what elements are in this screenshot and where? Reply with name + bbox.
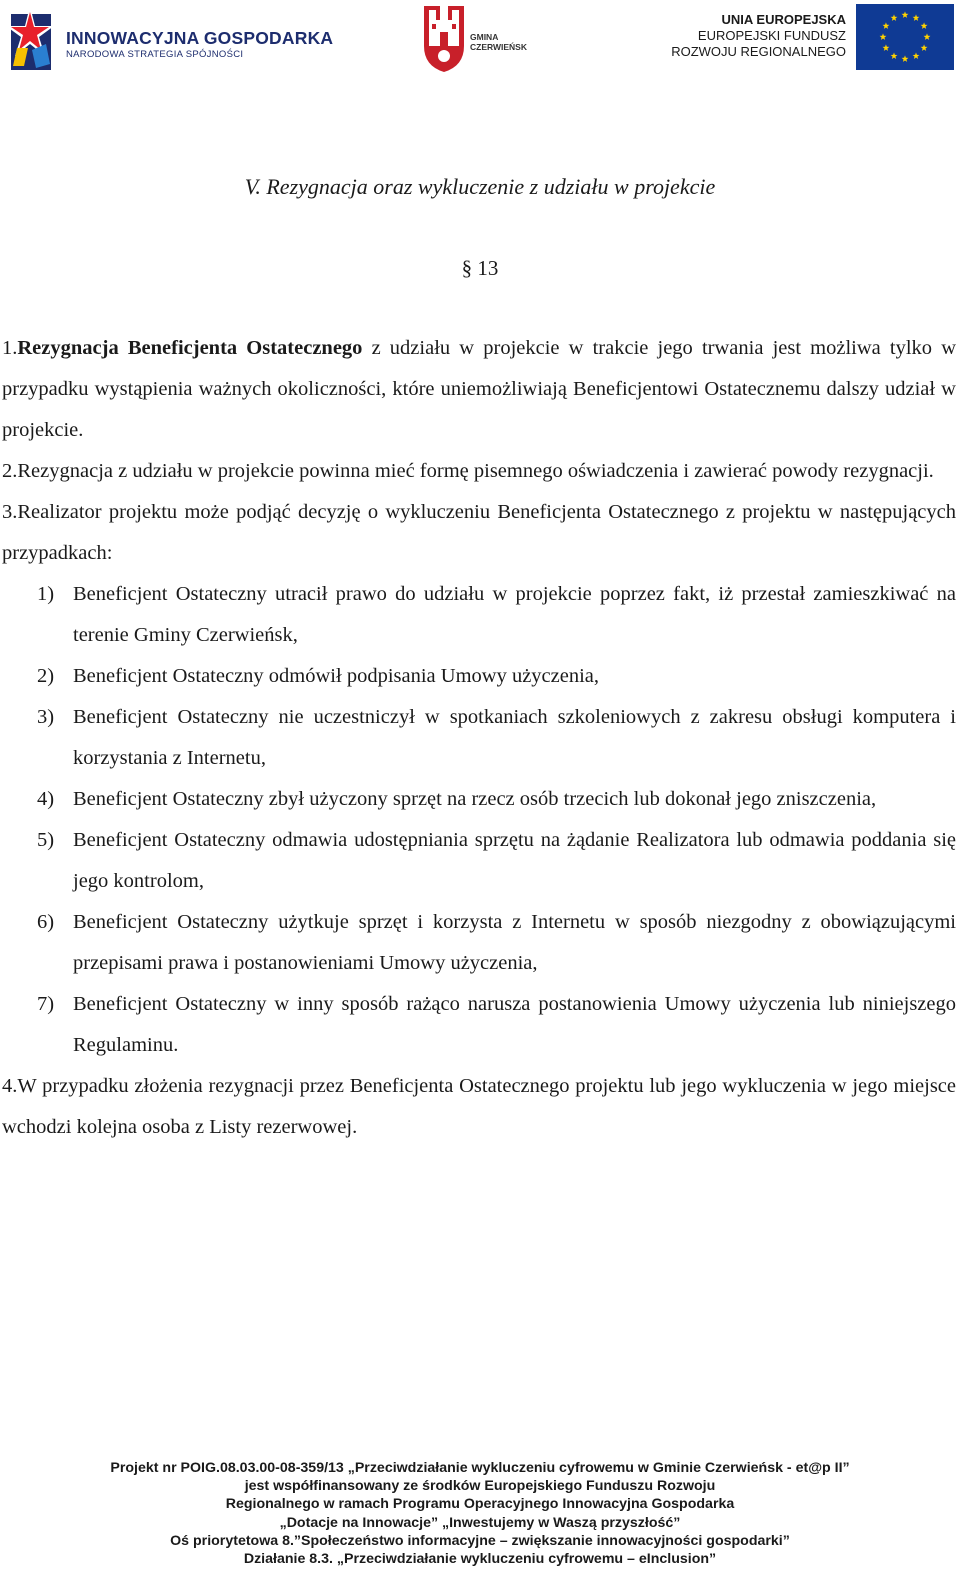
footer-line: jest współfinansowany ze środków Europejskiego Funduszu Rozwoju <box>244 1478 716 1495</box>
list-item-text: Beneficjent Ostateczny nie uczestniczył w spotkaniach szkoleniowych z zakresu obsługi komputera i korzystania z Internetu, <box>73 706 956 769</box>
list-item-text: Beneficjent Ostateczny zbył użyczony sprzęt na rzecz osób trzecich lub dokonał jego zniszczenia, <box>73 788 877 810</box>
list-item-text: Beneficjent Ostateczny w inny sposób rażąco narusza postanowienia Umowy użyczenia lub niniejszego Regulaminu. <box>73 993 956 1056</box>
list-item-number: 5) <box>37 829 55 851</box>
crest-label-line2: CZERWIEŃSK <box>470 42 527 52</box>
point-4-number: 4. <box>2 1075 18 1097</box>
project-footer <box>0 1459 960 1568</box>
footer-line: Oś priorytetowa 8.”Społeczeństwo informacyjne – zwiększanie innowacyjności gospodarki” <box>170 1532 790 1549</box>
point-1-bold: Rezygnacja Beneficjenta Ostatecznego <box>17 337 363 359</box>
list-item-number: 4) <box>37 788 55 810</box>
eu-line3: ROZWOJU REGIONALNEGO <box>671 44 846 59</box>
list-item <box>2 902 956 984</box>
eu-fund-text <box>671 12 846 60</box>
point-1-number: 1. <box>2 337 18 359</box>
logo-title: INNOWACYJNA GOSPODARKA <box>66 28 334 48</box>
list-item-text: Beneficjent Ostateczny utracił prawo do udziału w projekcie poprzez fakt, iż przestał zamieszkiwać na terenie Gminy Czerwieńsk, <box>73 583 956 646</box>
paragraph-mark: § 13 <box>461 256 499 280</box>
point-1 <box>2 328 956 451</box>
innowacyjna-gospodarka-logo <box>8 4 334 74</box>
innovation-star-icon <box>8 4 64 74</box>
crest-castle-icon <box>420 2 468 74</box>
list-item <box>2 574 956 656</box>
point-2-text: Rezygnacja z udziału w projekcie powinna mieć formę pisemnego oświadczenia i zawierać powody rezygnacji. <box>17 460 934 482</box>
point-4 <box>2 1066 956 1148</box>
point-3-text: Realizator projektu może podjąć decyzję o wykluczeniu Beneficjenta Ostatecznego z projektu w następujących przypadkach: <box>2 501 956 564</box>
list-item-number: 3) <box>37 706 55 728</box>
list-item-text: Beneficjent Ostateczny odmawia udostępniania sprzętu na żądanie Realizatora lub odmawia poddania się jego kontrolom, <box>73 829 956 892</box>
list-item-text: Beneficjent Ostateczny odmówił podpisania Umowy użyczenia, <box>73 665 600 687</box>
eu-line2: EUROPEJSKI FUNDUSZ <box>697 28 846 43</box>
list-item-number: 1) <box>37 583 55 605</box>
crest-label <box>470 32 527 52</box>
footer-line: Regionalnego w ramach Programu Operacyjnego Innowacyjna Gospodarka <box>225 1496 735 1513</box>
list-item <box>2 697 956 779</box>
eu-flag-icon <box>856 4 954 70</box>
footer-line: Działanie 8.3. „Przeciwdziałanie wykluczeniu cyfrowemu – eInclusion” <box>243 1551 717 1568</box>
eu-fund-logo <box>660 4 954 72</box>
list-item <box>2 984 956 1066</box>
point-4-text: W przypadku złożenia rezygnacji przez Beneficjenta Ostatecznego projektu lub jego wykluczenia w jego miejsce wchodzi kolejna osoba z Listy rezerwowej. <box>2 1075 956 1138</box>
document-body <box>2 328 956 1148</box>
list-item-text: Beneficjent Ostateczny użytkuje sprzęt i korzysta z Internetu w sposób niezgodny z obowiązującymi przepisami prawa i postanowieniami Umowy użyczenia, <box>73 911 956 974</box>
footer-line: Projekt nr POIG.08.03.00-08-359/13 „Przeciwdziałanie wykluczeniu cyfrowemu w Gminie Czerwieńsk - et@p II” <box>110 1460 850 1476</box>
point-1-text: z udziału w projekcie w trakcie jego trwania jest możliwa tylko w przypadku wystąpienia ważnych okoliczności, które uniemożliwiają Beneficjentowi Ostatecznemu dalszy udział w projekcie. <box>2 337 957 441</box>
gmina-czerwiensk-crest <box>420 2 540 74</box>
footer-line: „Dotacje na Innowacje” „Inwestujemy w Waszą przyszłość” <box>279 1514 681 1531</box>
list-item <box>2 779 956 820</box>
point-3 <box>2 492 956 574</box>
exclusion-cases-list <box>2 574 956 1066</box>
crest-label-line1: GMINA <box>470 32 499 42</box>
logo-subtitle: NARODOWA STRATEGIA SPÓJNOŚCI <box>66 49 244 60</box>
list-item-number: 6) <box>37 911 55 933</box>
point-2-number: 2. <box>2 460 18 482</box>
eu-line1: UNIA EUROPEJSKA <box>721 12 846 27</box>
section-title: V. Rezygnacja oraz wykluczenie z udziału w projekcie <box>244 174 716 199</box>
point-2 <box>2 451 956 492</box>
list-item <box>2 656 956 697</box>
point-3-number: 3. <box>2 501 18 523</box>
list-item <box>2 820 956 902</box>
list-item-number: 7) <box>37 993 55 1015</box>
list-item-number: 2) <box>37 665 55 687</box>
